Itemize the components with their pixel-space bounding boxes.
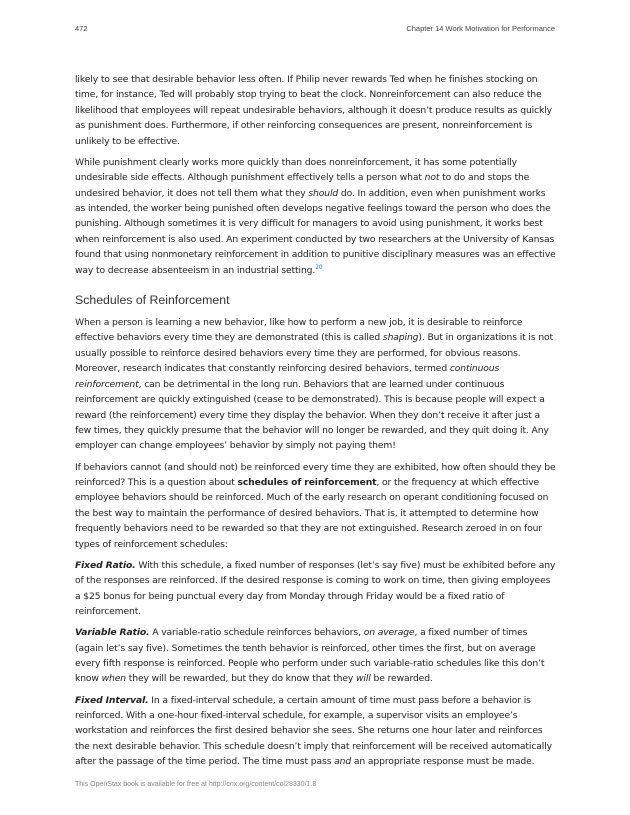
emphasis-will: will xyxy=(356,673,371,685)
emphasis-shaping: shaping xyxy=(382,332,419,344)
paragraph-2 xyxy=(75,155,556,278)
text-run: be rewarded. xyxy=(370,673,433,685)
paragraph-fixed-ratio xyxy=(75,558,556,620)
emphasis-not: not xyxy=(424,172,440,184)
lead-fixed-interval: Fixed Interval. xyxy=(75,694,149,706)
emphasis-on-average: on average xyxy=(363,627,415,639)
footer-note: This OpenStax book is available for free at http://cnx.org/content/col28330/1.8 xyxy=(75,781,317,788)
text-run: , a fixed number of times (again let’s say five). Sometimes the tenth behavior is reinforced, other times the first, but on average every fifth response is reinforced. People who perform under such variable-ratio schedules like this don’t know xyxy=(75,627,545,685)
text-run: , can be detrimental in the long run. Behaviors that are learned under continuous reinforcement are quickly extinguished (cease to be demonstrated). This is because people will expect a reward (the reinforcement) every time they display the behavior. When they don’t receive it after just a few times, they quickly presume that the behavior will no longer be rewarded, and they quit doing it. Any employer can change employees’ behavior by simply not paying them! xyxy=(75,378,549,452)
text-run: an appropriate response must be made. xyxy=(351,756,535,768)
paragraph-1: likely to see that desirable behavior less often. If Philip never rewards Ted when he finishes stocking on time, for instance, Ted will probably stop trying to beat the clock. Nonreinforcement can also reduce the likelihood that employees will repeat undesirable behaviors, although it doesn’t produce results as quickly as punishment does. Furthermore, if other reinforcing consequences are present, nonreinforcement is unlikely to be effective. xyxy=(75,74,552,147)
text-run: do. In addition, even when punishment works as intended, the worker being punished often develops negative feelings toward the person who does the punishing. Although sometimes it is very difficult for managers to avoid using punishment, it works best when reinforcement is also used. An experiment conducted by two researchers at the University of Kansas found that using nonmonetary reinforcement in addition to punitive disciplinary measures was an effective way to decrease absenteeism in an industrial setting. xyxy=(75,187,556,276)
lead-fixed-ratio: Fixed Ratio. xyxy=(75,559,136,571)
emphasis-and: and xyxy=(334,756,352,768)
text-run: to do and stops the undesired behavior, it does not tell them what they xyxy=(75,172,530,199)
text-run: In a fixed-interval schedule, a certain amount of time must pass before a behavior is reinforced. With a one-hour fixed-interval schedule, for example, a supervisor visits an employee’s workstation and reinforces the first desired behavior she sees. She returns one hour later and reinforces the next desirable behavior. This schedule doesn’t imply that reinforcement will be received automatically after the passage of the time period. The time must pass xyxy=(75,694,552,768)
key-term-schedules: schedules of reinforcement xyxy=(237,476,377,488)
text-run: If behaviors cannot (and should not) be reinforced every time they are exhibited, how often should they be reinforced? This is a question about xyxy=(75,461,556,488)
text-run: When a person is learning a new behavior, like how to perform a new job, it is desirable to reinforce effective behaviors every time they are demonstrated (this is called xyxy=(75,317,523,344)
lead-variable-ratio: Variable Ratio. xyxy=(75,627,150,639)
paragraph-variable-ratio xyxy=(75,625,556,687)
paragraph-4 xyxy=(75,460,556,552)
page-number: 472 xyxy=(75,24,88,33)
paragraph-3 xyxy=(75,315,556,454)
footnote-link[interactable]: 20 xyxy=(315,263,323,271)
emphasis-should: should xyxy=(308,187,339,199)
section-heading: Schedules of Reinforcement xyxy=(75,293,230,308)
emphasis-continuous-reinforcement: continuous reinforcement xyxy=(75,363,500,390)
paragraph-fixed-interval xyxy=(75,693,556,770)
page-body xyxy=(75,72,556,775)
chapter-title: Chapter 14 Work Motivation for Performance xyxy=(406,24,555,33)
text-run: A variable-ratio schedule reinforces behaviors, xyxy=(149,627,364,639)
text-run: ). But in organizations it is not usually possible to reinforce desired behaviors every time they are performed, for obvious reasons. Moreover, research indicates that constantly reinforcing desired behaviors, termed xyxy=(75,332,553,375)
text-run: With this schedule, a fixed number of responses (let’s say five) must be exhibited before any of the responses are reinforced. If the desired response is coming to work on time, then giving employees a $25 bonus for being punctual every day from Monday through Friday would be a fixed ratio of reinforcement. xyxy=(75,559,556,617)
text-run: they will be rewarded, but they do know that they xyxy=(125,673,357,685)
emphasis-when: when xyxy=(101,673,126,685)
text-run: , or the frequency at which effective employee behaviors should be reinforced. Much of the early research on operant conditioning focused on the best way to maintain the performance of desired behaviors. That is, it attempted to determine how frequently behaviors need to be rewarded so that they are not extinguished. Research zeroed in on four types of reinforcement schedules: xyxy=(75,476,549,550)
text-run: While punishment clearly works more quickly than does nonreinforcement, it has some potentially undesirable side effects. Although punishment effectively tells a person what xyxy=(75,156,518,184)
